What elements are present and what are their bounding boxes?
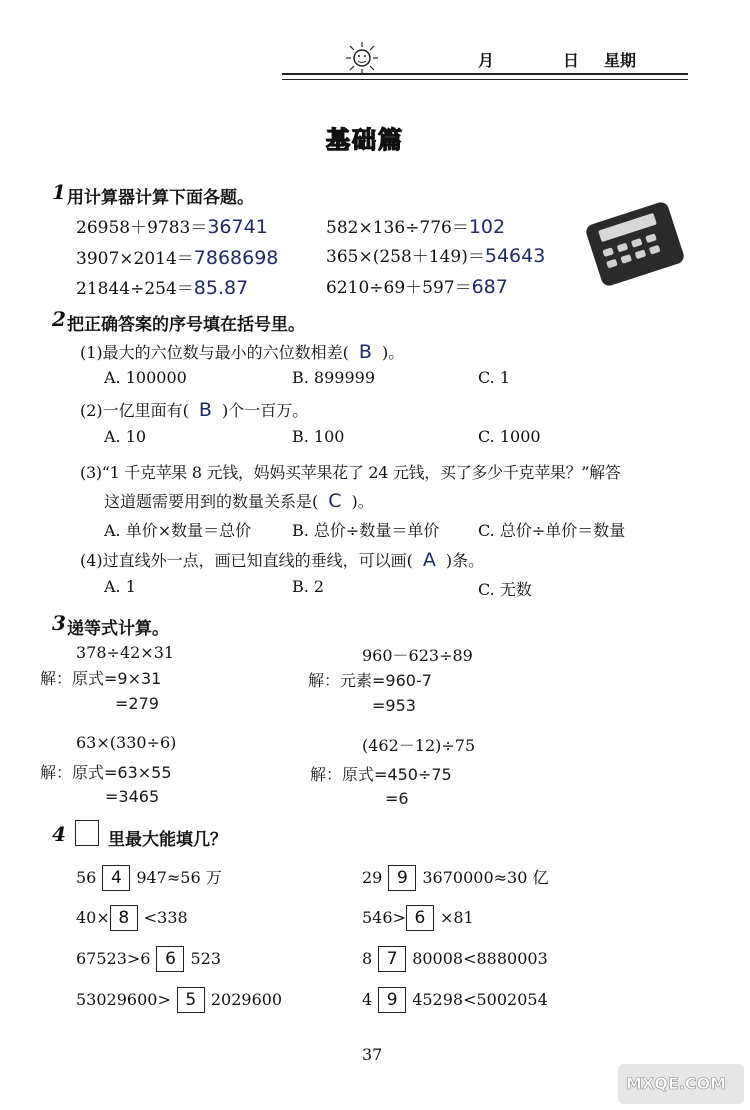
- q2-sub4-option-b: B. 2: [292, 577, 325, 596]
- q3-problem-1-step2: =279: [115, 694, 159, 713]
- q3-problem-3-step2: =3465: [105, 787, 160, 806]
- q1-title: 用计算器计算下面各题。: [67, 188, 254, 208]
- q1-answer-5: 85.87: [193, 277, 249, 299]
- calculator-icon: [584, 200, 686, 287]
- q2-sub3-option-a: A. 单价×数量＝总价: [104, 521, 252, 540]
- q3-problem-4-step1: 解：原式=450÷75: [310, 765, 452, 784]
- q4-item-5: 67523>6 6 523: [76, 946, 221, 972]
- q1-answer-1: 36741: [207, 216, 268, 238]
- q4-item-4: 546> 6 ×81: [362, 905, 474, 931]
- q2-sub4: (4)过直线外一点，画已知直线的垂线，可以画( A )条。: [80, 549, 485, 571]
- q1-item-6: 6210÷69＋597＝687: [326, 276, 508, 298]
- q2-sub4-answer: A: [422, 549, 436, 571]
- sun-icon: [344, 40, 380, 76]
- q4-item-8: 4 9 45298<5002054: [362, 987, 548, 1013]
- q4-item-5-box: 6: [156, 946, 184, 972]
- q4-item-2: 29 9 3670000≈30 亿: [362, 865, 548, 891]
- q3-problem-3-expr: 63×(330÷6): [76, 733, 177, 752]
- q1-item-3: 3907×2014＝7868698: [76, 247, 279, 269]
- q2-sub3: 这道题需要用到的数量关系是( C )。: [104, 490, 374, 512]
- q2-sub2-option-b: B. 100: [292, 427, 345, 446]
- q4-number: 4: [52, 822, 66, 846]
- q2-number: 2: [52, 307, 66, 331]
- watermark-ghost: [245, 655, 269, 737]
- header-month-label: 月: [478, 51, 495, 70]
- header-rule-thin: [282, 79, 688, 80]
- q4-item-3: 40× 8 <338: [76, 905, 188, 931]
- q4-item-8-box: 9: [378, 987, 406, 1013]
- page-number: 37: [362, 1045, 383, 1064]
- q3-problem-1-step1: 解：原式=9×31: [40, 669, 162, 688]
- q4-item-7: 53029600> 5 2029600: [76, 987, 282, 1013]
- q2-sub2-option-c: C. 1000: [478, 427, 541, 446]
- q2-sub2: (2)一亿里面有( B )个一百万。: [80, 399, 309, 421]
- q3-problem-3-step1: 解：原式=63×55: [40, 763, 172, 782]
- watermark-logo: [618, 1064, 744, 1104]
- q2-sub1-option-a: A. 100000: [104, 368, 187, 387]
- q2-sub3-answer: C: [328, 490, 342, 512]
- q2-sub1: (1)最大的六位数与最小的六位数相差( B )。: [80, 341, 405, 363]
- q4-item-7-box: 5: [177, 987, 205, 1013]
- header-week-label: 星期: [604, 51, 637, 70]
- q1-answer-6: 687: [471, 276, 508, 298]
- q2-title: 把正确答案的序号填在括号里。: [67, 315, 305, 335]
- q2-sub3-line1: (3)“1 千克苹果 8 元钱，妈妈买苹果花了 24 元钱，买了多少千克苹果？”解答: [80, 463, 621, 482]
- header-day-label: 日: [563, 51, 580, 70]
- q2-sub1-answer: B: [358, 341, 372, 363]
- section-title: 基础篇: [326, 126, 404, 154]
- q3-problem-1-expr: 378÷42×31: [76, 643, 175, 662]
- q1-answer-4: 54643: [484, 245, 546, 267]
- q1-item-2: 582×136÷776＝102: [326, 216, 506, 238]
- q4-item-6: 8 7 80008<8880003: [362, 946, 548, 972]
- q1-item-1: 26958＋9783＝36741: [76, 216, 268, 238]
- q4-item-2-box: 9: [388, 865, 416, 891]
- q4-item-3-box: 8: [110, 905, 138, 931]
- q4-item-1-box: 4: [102, 865, 130, 891]
- q2-sub3-option-c: C. 总价÷单价＝数量: [478, 521, 626, 540]
- q3-problem-2-expr: 960－623÷89: [362, 646, 473, 665]
- q2-sub1-option-b: B. 899999: [292, 368, 376, 387]
- q2-sub1-option-c: C. 1: [478, 368, 511, 387]
- q1-number: 1: [52, 180, 66, 204]
- q4-item-1: 56 4 947≈56 万: [76, 865, 222, 891]
- q4-item-6-box: 7: [378, 946, 406, 972]
- q3-title: 递等式计算。: [67, 619, 169, 639]
- q2-sub3-option-b: B. 总价÷数量＝单价: [292, 521, 440, 540]
- q3-problem-4-expr: (462－12)÷75: [362, 736, 476, 755]
- q4-item-4-box: 6: [406, 905, 434, 931]
- watermark-text: MXQE.COM: [626, 1074, 727, 1093]
- q1-item-4: 365×(258＋149)＝54643: [326, 245, 546, 267]
- q3-problem-2-step2: =953: [372, 696, 416, 715]
- q4-title: 里最大能填几？: [108, 830, 227, 850]
- q1-answer-3: 7868698: [193, 247, 279, 269]
- q1-item-5: 21844÷254＝85.87: [76, 277, 249, 299]
- header-rule: [282, 73, 688, 75]
- q3-problem-2-step1: 解：元素=960-7: [308, 671, 432, 690]
- q2-sub2-answer: B: [198, 399, 212, 421]
- q3-problem-4-step2: =6: [385, 789, 409, 808]
- q3-number: 3: [52, 611, 66, 635]
- q2-sub4-option-a: A. 1: [104, 577, 136, 596]
- q4-title-box: [75, 820, 103, 846]
- q1-answer-2: 102: [468, 216, 506, 238]
- q2-sub2-option-a: A. 10: [104, 427, 147, 446]
- q2-sub4-option-c: C. 无数: [478, 580, 532, 599]
